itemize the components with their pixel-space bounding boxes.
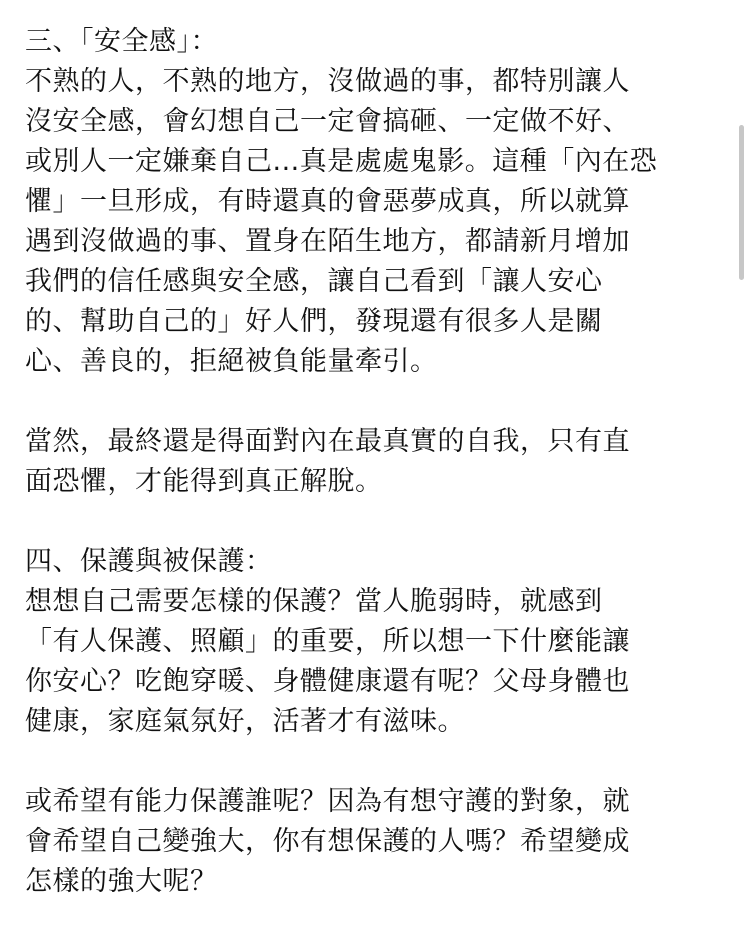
text-line: 健康，家庭氣氛好，活著才有滋味。 xyxy=(25,706,465,737)
text-line: 怎樣的強大呢？ xyxy=(25,866,218,897)
text-line: 面恐懼，才能得到真正解脫。 xyxy=(25,466,383,497)
text-line: 或希望有能力保護誰呢？因為有想守護的對象，就 xyxy=(25,786,630,817)
paragraph-gap xyxy=(25,382,730,422)
text-line: 你安心？吃飽穿暖、身體健康還有呢？父母身體也 xyxy=(25,666,630,697)
section-heading: 三、「安全感」： xyxy=(25,26,218,57)
text-line: 心、善良的，拒絕被負能量牽引。 xyxy=(25,346,438,377)
paragraph-gap xyxy=(25,502,730,542)
text-line: 會希望自己變強大，你有想保護的人嗎？希望變成 xyxy=(25,826,630,857)
text-line: 沒安全感，會幻想自己一定會搞砸、一定做不好、 xyxy=(25,106,630,137)
text-line: 當然，最終還是得面對內在最真實的自我，只有直 xyxy=(25,426,630,457)
paragraph-gap xyxy=(25,742,730,782)
scrollbar[interactable] xyxy=(739,125,744,280)
text-line: 「有人保護、照顧」的重要，所以想一下什麼能讓 xyxy=(25,626,630,657)
paragraph-protect-others xyxy=(25,782,730,902)
text-line: 遇到沒做過的事、置身在陌生地方，都請新月增加 xyxy=(25,226,630,257)
section-security xyxy=(25,22,730,382)
text-line: 想想自己需要怎樣的保護？當人脆弱時，就感到 xyxy=(25,586,603,617)
article-body xyxy=(25,22,730,902)
text-line: 懼」一旦形成，有時還真的會惡夢成真，所以就算 xyxy=(25,186,630,217)
section-protection xyxy=(25,542,730,742)
section-heading: 四、保護與被保護： xyxy=(25,546,273,577)
text-line: 我們的信任感與安全感，讓自己看到「讓人安心 xyxy=(25,266,603,297)
text-line: 不熟的人，不熟的地方，沒做過的事，都特別讓人 xyxy=(25,66,630,97)
text-line: 或別人一定嫌棄自己...真是處處鬼影。這種「內在恐 xyxy=(25,146,658,177)
text-line: 的、幫助自己的」好人們，發現還有很多人是關 xyxy=(25,306,603,337)
paragraph-face-fear xyxy=(25,422,730,502)
